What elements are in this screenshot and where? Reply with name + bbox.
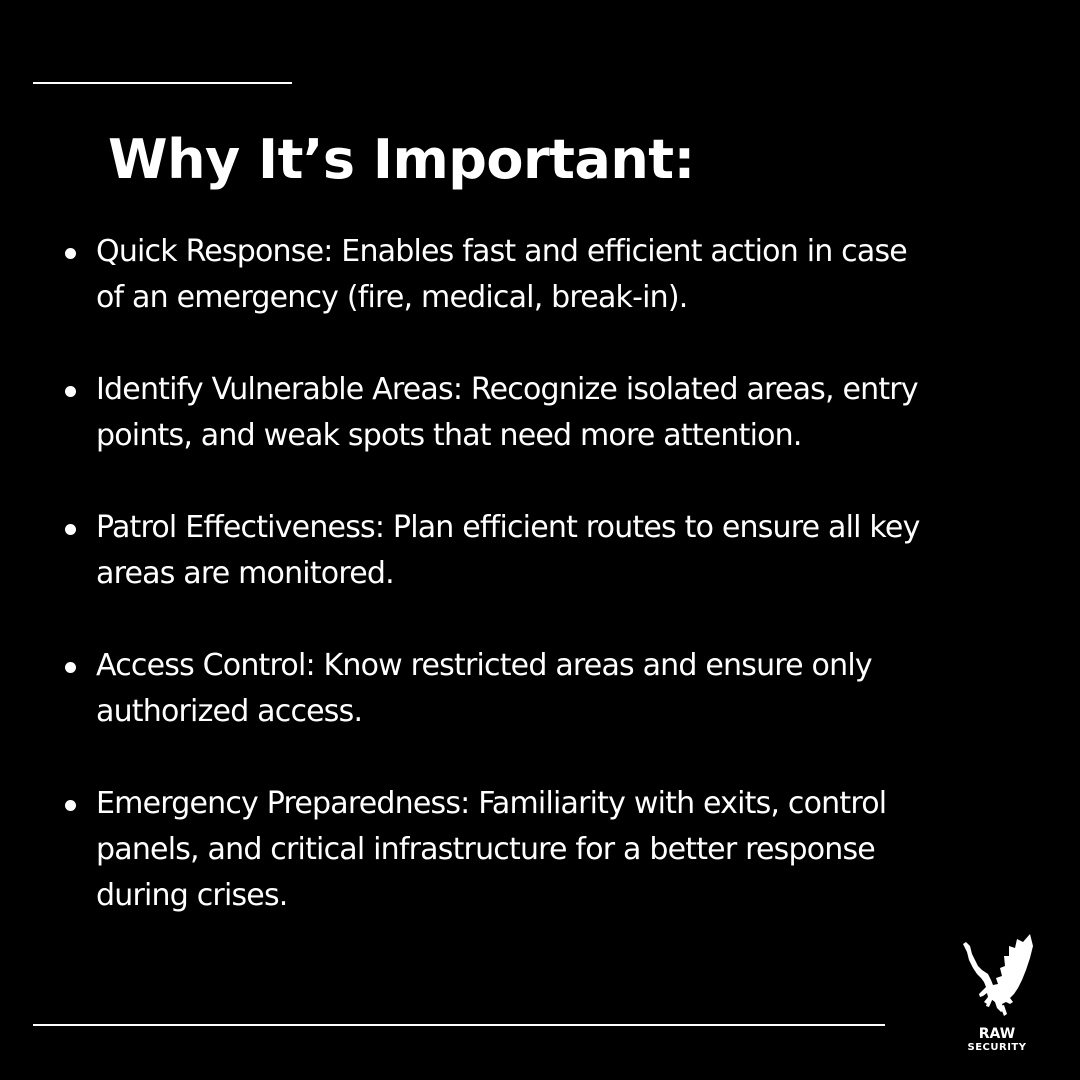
list-item-text: of an emergency (fire, medical, break-in). bbox=[96, 280, 688, 315]
list-item-text: Emergency Preparedness: Familiarity with exits, control bbox=[96, 786, 887, 821]
bottom-divider bbox=[33, 1024, 885, 1026]
bullet-dot-icon bbox=[65, 524, 76, 535]
list-item-text: Identify Vulnerable Areas: Recognize isolated areas, entry bbox=[96, 372, 918, 407]
list-item-text: areas are monitored. bbox=[96, 556, 394, 591]
list-item-text: points, and weak spots that need more attention. bbox=[96, 418, 802, 453]
list-item-text: during crises. bbox=[96, 878, 288, 913]
eagle-icon bbox=[960, 932, 1036, 1022]
list-item-text: authorized access. bbox=[96, 694, 363, 729]
logo-wordmark-raw: RAW bbox=[978, 1026, 1016, 1042]
list-item-text: panels, and critical infrastructure for a better response bbox=[96, 832, 875, 867]
logo-wordmark-security: SECURITY bbox=[967, 1042, 1027, 1053]
list-item-text: Quick Response: Enables fast and efficient action in case bbox=[96, 234, 907, 269]
list-item-text: Patrol Effectiveness: Plan efficient routes to ensure all key bbox=[96, 510, 920, 545]
page-title: Why It’s Important: bbox=[108, 128, 695, 191]
bullet-dot-icon bbox=[65, 800, 76, 811]
list-item-text: Access Control: Know restricted areas and ensure only bbox=[96, 648, 872, 683]
raw-security-logo bbox=[952, 932, 1042, 1057]
bullet-dot-icon bbox=[65, 662, 76, 673]
bullet-dot-icon bbox=[65, 386, 76, 397]
bullet-dot-icon bbox=[65, 248, 76, 259]
